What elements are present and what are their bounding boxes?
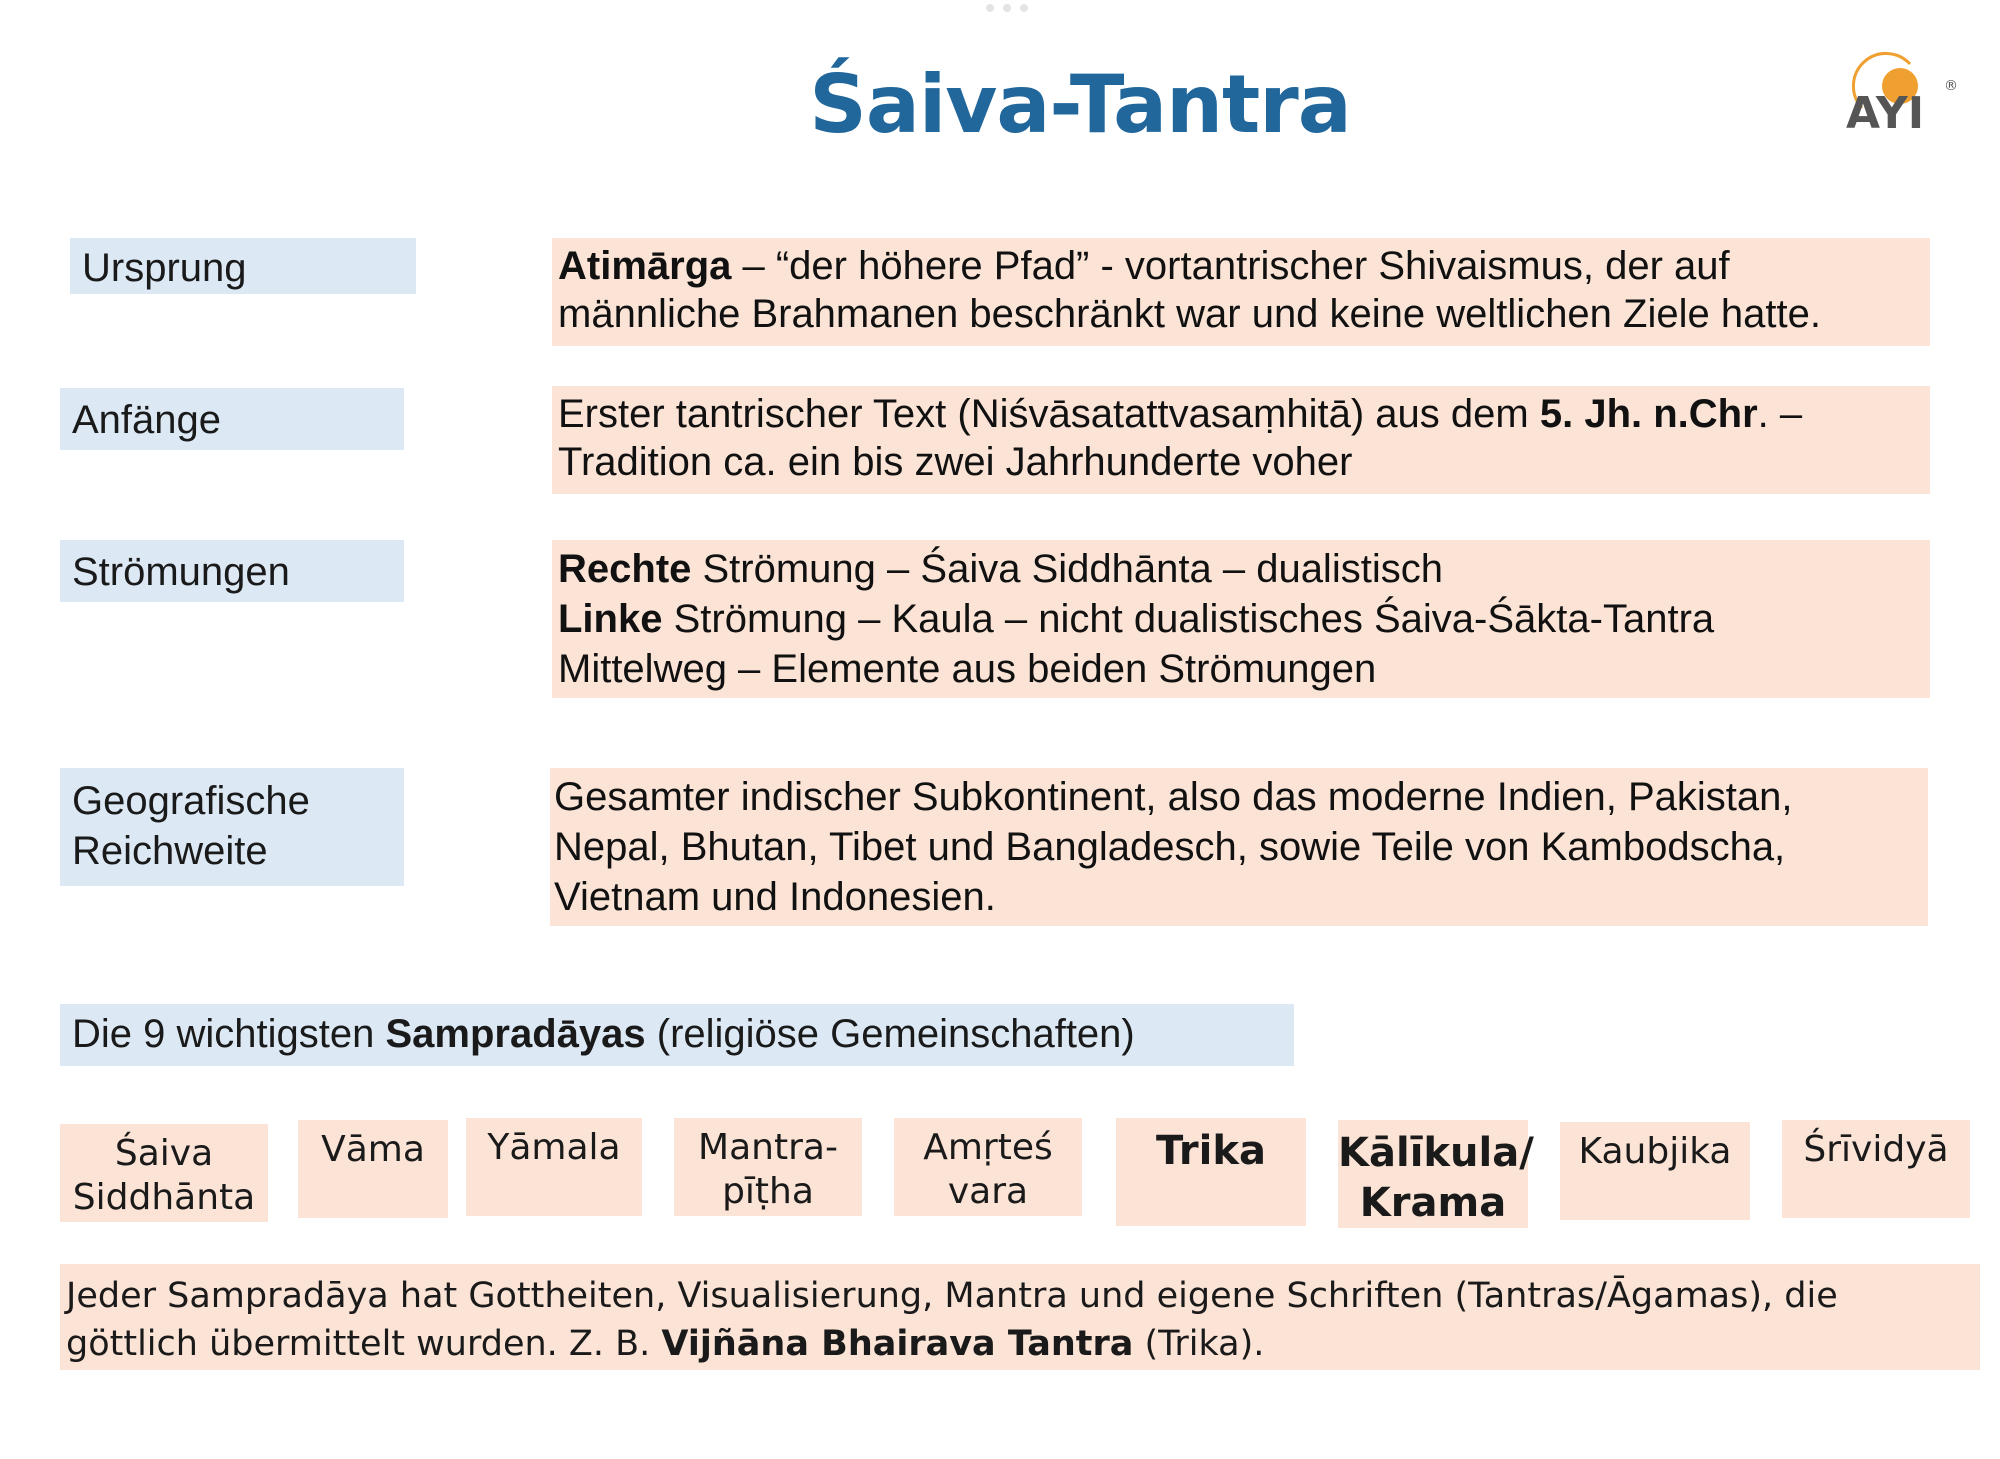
footer-note: [60, 1264, 1980, 1370]
sampradaya-text: Śaiva: [114, 1133, 214, 1174]
sampradaya-amrtesvara: [894, 1118, 1082, 1216]
content-line: Vietnam und Indonesien.: [554, 875, 996, 919]
sampradaya-text: pīṭha: [722, 1171, 814, 1212]
label-text: Anfänge: [72, 398, 222, 442]
label-ursprung: [70, 238, 416, 294]
label-anfaenge: [60, 388, 404, 450]
content-line: [558, 242, 1924, 290]
content-line: [558, 290, 1924, 338]
text-span: Erster tantrischer Text (Niśvāsatattvasaṃhitā) aus dem: [558, 392, 1540, 436]
text-span: (Trika).: [1133, 1324, 1265, 1364]
bold-term: Vijñāna Bhairava Tantra: [661, 1324, 1134, 1364]
text-span: (religiöse Gemeinschaften): [645, 1012, 1135, 1056]
sampradaya-kalikula-krama: [1338, 1120, 1534, 1228]
logo-text: AYI: [1846, 88, 1925, 139]
bold-term: Rechte: [558, 547, 692, 591]
label-text: Reichweite: [72, 829, 268, 873]
sampradaya-text: Krama: [1359, 1180, 1507, 1226]
content-line: [558, 544, 1924, 594]
sampradaya-text: Kaubjika: [1578, 1131, 1732, 1172]
sampradaya-text: Siddhānta: [72, 1177, 256, 1218]
dot: [1003, 4, 1011, 12]
page-title: Śaiva-Tantra: [809, 58, 1351, 151]
content-stroemungen: [552, 540, 1930, 698]
sampradaya-kaubjika: [1560, 1122, 1750, 1220]
sampradaya-text: Kālīkula/: [1338, 1130, 1534, 1176]
content-geografische-reichweite: [550, 768, 1928, 926]
sampradaya-yamala: [466, 1118, 642, 1216]
dot: [1020, 4, 1028, 12]
bold-term: Atimārga: [558, 244, 732, 288]
content-line: [558, 644, 1924, 694]
sampradaya-vama: [298, 1120, 448, 1218]
sampradaya-trika: [1116, 1118, 1306, 1226]
ayi-logo: [1840, 50, 1960, 140]
content-line: Nepal, Bhutan, Tibet und Bangladesch, sowie Teile von Kambodscha,: [554, 825, 1786, 869]
text-span: . –: [1757, 392, 1803, 436]
window-drag-handle[interactable]: [986, 4, 1028, 12]
sampradaya-text: Trika: [1156, 1128, 1266, 1174]
text-span: Strömung – Kaula – nicht dualistisches Śaiva-Śākta-Tantra: [662, 597, 1715, 641]
sampradayas-heading: [60, 1004, 1294, 1066]
label-text: Strömungen: [72, 550, 290, 594]
content-anfaenge: [552, 386, 1930, 494]
sampradaya-mantra-pitha: [674, 1118, 862, 1216]
label-stroemungen: [60, 540, 404, 602]
text-span: Strömung – Śaiva Siddhānta – dualistisch: [691, 547, 1443, 591]
content-line: Gesamter indischer Subkontinent, also das moderne Indien, Pakistan,: [554, 775, 1793, 819]
label-text: Geografische: [72, 779, 310, 823]
sampradaya-srividya: [1782, 1120, 1970, 1218]
sampradaya-text: vara: [947, 1171, 1029, 1212]
sampradaya-saiva-siddhanta: [60, 1124, 268, 1222]
sampradaya-text: Mantra-: [698, 1127, 838, 1168]
content-line: [558, 594, 1924, 644]
text-span: göttlich übermittelt wurden. Z. B.: [66, 1324, 662, 1364]
sampradaya-text: Yāmala: [487, 1127, 621, 1168]
text-span: – “der höhere Pfad” - vortantrischer Shivaismus, der auf: [731, 244, 1730, 288]
label-text: Ursprung: [82, 246, 247, 290]
label-geografische-reichweite: [60, 768, 404, 886]
content-ursprung: [552, 238, 1930, 346]
text-span: Mittelweg – Elemente aus beiden Strömungen: [558, 647, 1377, 691]
content-line: [558, 390, 1924, 438]
registered-mark: ®: [1944, 78, 1958, 94]
text-span: Die 9 wichtigsten: [72, 1012, 386, 1056]
bold-term: Linke: [558, 597, 663, 641]
sampradaya-text: Amṛteś: [923, 1127, 1053, 1168]
text-span: männliche Brahmanen beschränkt war und keine weltlichen Ziele hatte.: [558, 292, 1821, 336]
dot: [986, 4, 994, 12]
footer-line: Jeder Sampradāya hat Gottheiten, Visualisierung, Mantra und eigene Schriften (Tantras/Āgamas), die: [66, 1276, 1838, 1316]
text-span: Tradition ca. ein bis zwei Jahrhunderte voher: [558, 440, 1353, 484]
sampradaya-text: Vāma: [321, 1129, 425, 1170]
content-line: [558, 438, 1924, 486]
footer-line: [66, 1320, 1974, 1368]
ayi-logo-icon: [1840, 50, 1960, 140]
sampradaya-text: Śrīvidyā: [1803, 1129, 1949, 1170]
bold-term: Sampradāyas: [385, 1012, 646, 1056]
bold-term: 5. Jh. n.Chr: [1539, 392, 1758, 436]
